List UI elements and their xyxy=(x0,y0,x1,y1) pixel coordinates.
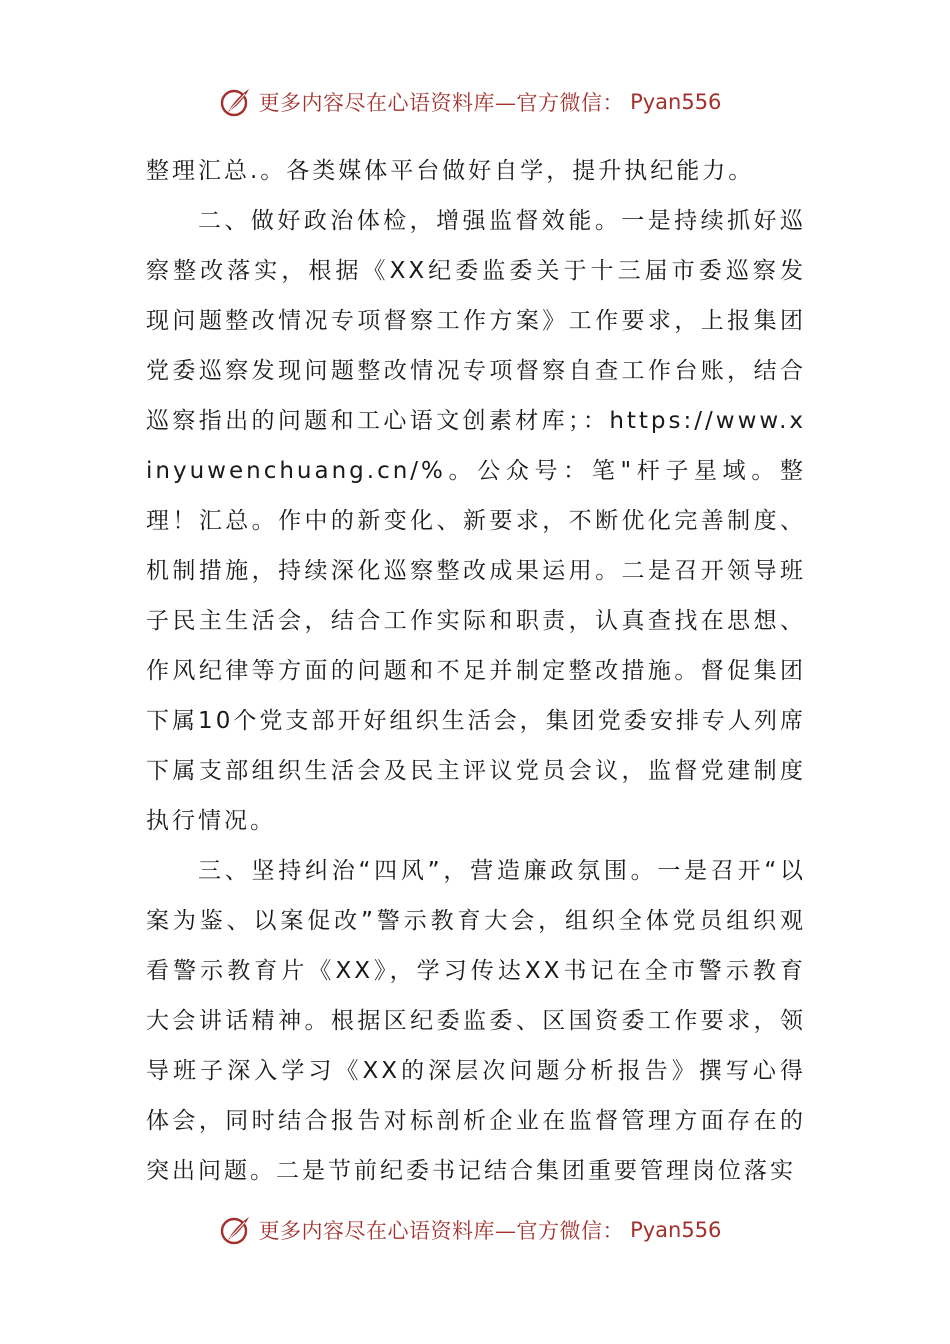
paragraph-2: 二、做好政治体检，增强监督效能。一是持续抓好巡察整改落实，根据《XX纪委监委关于十三届市委巡察发现问题整改情况专项督察工作方案》工作要求，上报集团党委巡察发现问题整改情况专项督察自查工作台账，结合巡察指出的问题和工心语文创素材库；：https://www.xinyuwenchuang.cn/%。公众号：笔"杆子星域。整理！汇总。作中的新变化、新要求，不断优化完善制度、机制措施，持续深化巡察整改成果运用。二是召开领导班子民主生活会，结合工作实际和职责，认真查找在思想、作风纪律等方面的问题和不足并制定整改措施。督促集团下属10个党支部开好组织生活会，集团党委安排专人列席下属支部组织生活会及民主评议党员会议，监督党建制度执行情况。 xyxy=(146,208,806,834)
banner-text: 更多内容尽在心语资料库—官方微信： xyxy=(258,1219,625,1243)
header-banner xyxy=(0,82,950,122)
banner-wechat-id: Pyan556 xyxy=(630,1218,722,1242)
banner-wechat-id: Pyan556 xyxy=(630,90,722,114)
paragraph-3: 三、坚持纠治“四风”，营造廉政氛围。一是召开“以案为鉴、以案促改”警示教育大会，组织全体党员组织观看警示教育片《XX》，学习传达XX书记在全市警示教育大会讲话精神。根据区纪委监委、区国资委工作要求，领导班子深入学习《XX的深层次问题分析报告》撰写心得体会，同时结合报告对标剖析企业在监督管理方面存在的突出问题。二是节前纪委书记结合集团重要管理岗位落实 xyxy=(146,858,806,1184)
feather-pen-icon xyxy=(219,85,253,119)
feather-pen-icon xyxy=(219,1213,253,1247)
banner-text: 更多内容尽在心语资料库—官方微信： xyxy=(258,91,625,115)
footer-banner xyxy=(0,1210,950,1250)
document-body xyxy=(146,146,806,1196)
paragraph-1: 整理汇总.。各类媒体平台做好自学，提升执纪能力。 xyxy=(146,158,755,184)
